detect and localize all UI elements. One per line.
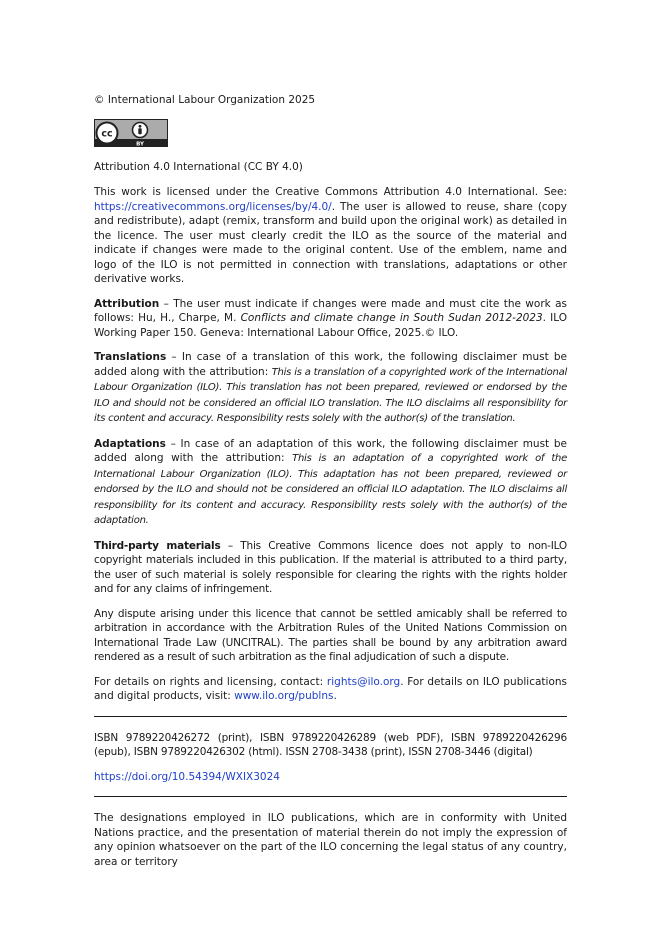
license-name: Attribution 4.0 International (CC BY 4.0) xyxy=(94,160,303,173)
adaptations-text: – In case of an adaptation of this work, the following disclaimer must be added along with the attribution: xyxy=(94,437,567,464)
third-party-text: – This Creative Commons licence does not apply to non-ILO copyright materials included in this publication. If the material is attributed to a third party, the user of such material is solely responsible for clearing the rights with the rights holder and for any claims of infringement. xyxy=(94,539,567,595)
doi-link[interactable]: https://doi.org/10.54394/WXIX3024 xyxy=(94,770,280,783)
creative-commons-link[interactable]: https://creativecommons.org/licenses/by/4.0/ xyxy=(94,200,332,213)
cc-by-badge-label: BY xyxy=(136,140,144,147)
attribution-citation: . ILO Working Paper 150. Geneva: International Labour Office, 2025.© ILO. xyxy=(94,312,567,339)
copyright-notice: © International Labour Organization 2025 xyxy=(94,94,316,106)
license-text-before: This work is licensed under the Creative Commons Attribution 4.0 International. See: xyxy=(94,186,567,198)
contact-text-after: . xyxy=(333,690,337,702)
translations-label: Translations xyxy=(94,351,167,363)
svg-text:cc: cc xyxy=(101,128,113,140)
contact-text-middle: . For details on ILO publications and digital products, visit: xyxy=(94,675,567,702)
translation-disclaimer: This is a translation of a copyrighted work of the International Labour Organization (ILO). This translation has not been prepared, reviewed or endorsed by the ILO and should not be considered an official ILO translation. The ILO disclaims all responsibility for its content and accuracy. Responsibility rests solely with the author(s) of the translation. xyxy=(94,366,567,424)
third-party-paragraph xyxy=(94,539,567,597)
adaptations-label: Adaptations xyxy=(94,437,166,450)
license-paragraph xyxy=(94,185,567,287)
designations-paragraph: The designations employed in ILO publications, which are in conformity with United Nations practice, and the presentation of material therein do not imply the expression of any opinion whatsoever on the part of the ILO concerning the legal status of any country, area or territory xyxy=(94,812,567,868)
working-paper-title: Conflicts and climate change in South Sudan 2012-2023 xyxy=(240,312,543,324)
contact-text-before: For details on rights and licensing, contact: xyxy=(94,675,327,688)
translations-paragraph xyxy=(94,350,567,427)
third-party-label: Third-party materials xyxy=(94,539,221,552)
license-text-after: . The user is allowed to reuse, share (copy and redistribute), adapt (remix, transform and build upon the original work) as detailed in the licence. The user must clearly credit the ILO as the source of the material and indicate if changes were made to the original content. Use of the emblem, name and logo of the ILO is not permitted in connection with translations, adaptations or other derivative works. xyxy=(94,200,567,285)
divider-top xyxy=(94,716,567,717)
publications-link[interactable]: www.ilo.org/publns xyxy=(234,690,334,702)
attribution-text: – The user must indicate if changes were made and must cite the work as follows: Hu, H., Charpe, M. xyxy=(94,297,567,324)
rights-email-link[interactable]: rights@ilo.org xyxy=(326,675,401,688)
attribution-label: Attribution xyxy=(94,297,160,310)
dispute-paragraph: Any dispute arising under this licence that cannot be settled amicably shall be referred to arbitration in accordance with the Arbitration Rules of the United Nations Commission on International Trade Law (UNCITRAL). The parties shall be bound by any arbitration award rendered as a result of such arbitration as the final adjudication of such a dispute. xyxy=(94,607,567,663)
divider-bottom xyxy=(94,796,567,797)
translations-text: – In case of a translation of this work, the following disclaimer must be added along with the attribution: xyxy=(94,351,567,378)
doi-paragraph xyxy=(94,770,567,785)
isbn-issn: ISBN 9789220426272 (print), ISBN 9789220426289 (web PDF), ISBN 9789220426296 (epub), ISBN 9789220426302 (html). ISSN 2708-3438 (print), ISSN 2708-3446 (digital) xyxy=(94,731,567,758)
cc-by-license-icon xyxy=(94,119,168,147)
copyright-page xyxy=(94,93,567,869)
adaptations-paragraph xyxy=(94,437,567,529)
attribution-paragraph xyxy=(94,297,567,341)
contact-paragraph xyxy=(94,675,567,704)
adaptation-disclaimer: This is an adaptation of a copyrighted work of the International Labour Organization (ILO). This adaptation has not been prepared, reviewed or endorsed by the ILO and should not be considered an official ILO adaptation. The ILO disclaims all responsibility for its content and accuracy. Responsibility rests solely with the author(s) of the adaptation. xyxy=(94,453,567,526)
